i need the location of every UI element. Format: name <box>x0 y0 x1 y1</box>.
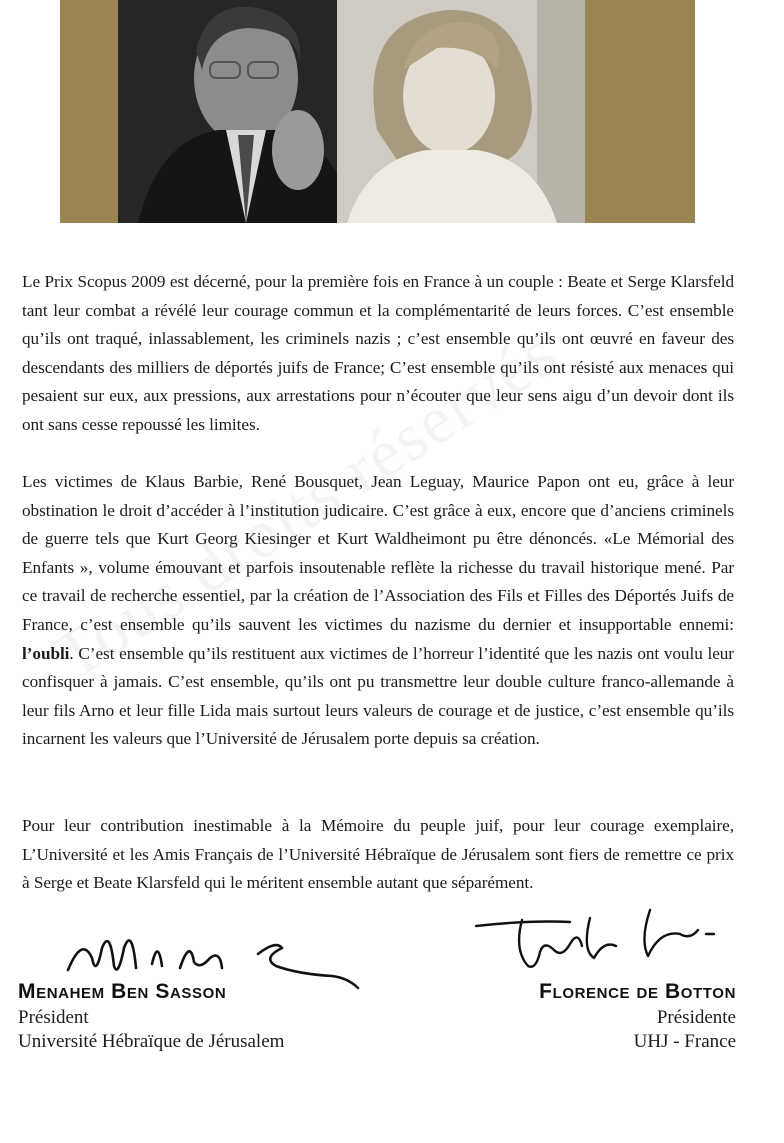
signatory-right-name: Florence de Botton <box>539 980 736 1003</box>
paragraph-3: Pour leur contribution inestimable à la Mémoire du peuple juif, pour leur courage exemplaire, L’Université et les Amis Français de l’Université Hébraïque de Jérusalem sont fiers de remettre ce prix à Serge et Beate Klarsfeld qui le méritent ensemble autant que séparément. <box>22 816 734 893</box>
paragraph-2-text-b: . C’est ensemble qu’ils restituent aux victimes de l’horreur l’identité que les nazis ont voulu leur confisquer à jamais. C’est ensemble, qu’ils ont pu transmettre leur double culture franco-allemande à leur fils Arno et leur fille Lida mais surtout leurs valeurs de courage et de justice, c’est ensemble qu’ils incarnent les valeurs que l’Université de Jérusalem porte depuis sa création. <box>22 643 734 749</box>
signatory-right-role: Présidente <box>656 1007 736 1028</box>
portrait-photo-left <box>118 0 360 223</box>
paragraph-2 <box>22 468 734 754</box>
signature-right-icon <box>470 900 730 980</box>
signatory-right <box>539 978 736 1054</box>
signatory-left <box>18 978 284 1054</box>
paragraph-2-text-a: Les victimes de Klaus Barbie, René Bousquet, Jean Leguay, Maurice Papon ont eu, grâce à leur obstination le droit d’accéder à l’institution judicaire. C’est grâce à eux, encore que d’anciens criminels de guerre tels que Kurt Georg Kiesinger et Kurt Waldheimont pu être dénoncés. «Le Mémorial des Enfants », volume émouvant et parfois insoutenable reflète la richesse du travail historique mené. Par ce travail de recherche essentiel, par la création de l’Association des Fils et Filles des Déportés Juifs de France, c’est ensemble qu’ils sauvent les victimes du nazisme du dernier et insupportable ennemi: <box>22 472 734 634</box>
paragraph-2-emphasis: l’oubli <box>22 643 70 663</box>
signatory-right-org: UHJ - France <box>633 1031 736 1052</box>
signatory-left-org: Université Hébraïque de Jérusalem <box>18 1031 285 1052</box>
signatory-left-name: Menahem Ben Sasson <box>18 980 227 1003</box>
portrait-man-image <box>118 0 360 223</box>
portrait-woman-image <box>337 0 585 223</box>
portrait-photo-right <box>337 0 585 223</box>
signatory-left-role: Président <box>18 1007 89 1028</box>
paragraph-1: Le Prix Scopus 2009 est décerné, pour la première fois en France à un couple : Beate et Serge Klarsfeld tant leur combat a révélé leur courage commun et la complémentarité de leurs forces. C’est ensemble qu’ils ont traqué, inlassablement, les criminels nazis ; c’est ensemble qu’ils ont œuvré en faveur des descendants des milliers de déportés juifs de France; C’est ensemble qu’ils ont résisté aux menaces qui pesaient sur eux, aux pressions, aux arrestations pour n’écouter que leur sens aigu d’un devoir dont ils ont sans cesse repoussé les limites. <box>22 272 734 434</box>
